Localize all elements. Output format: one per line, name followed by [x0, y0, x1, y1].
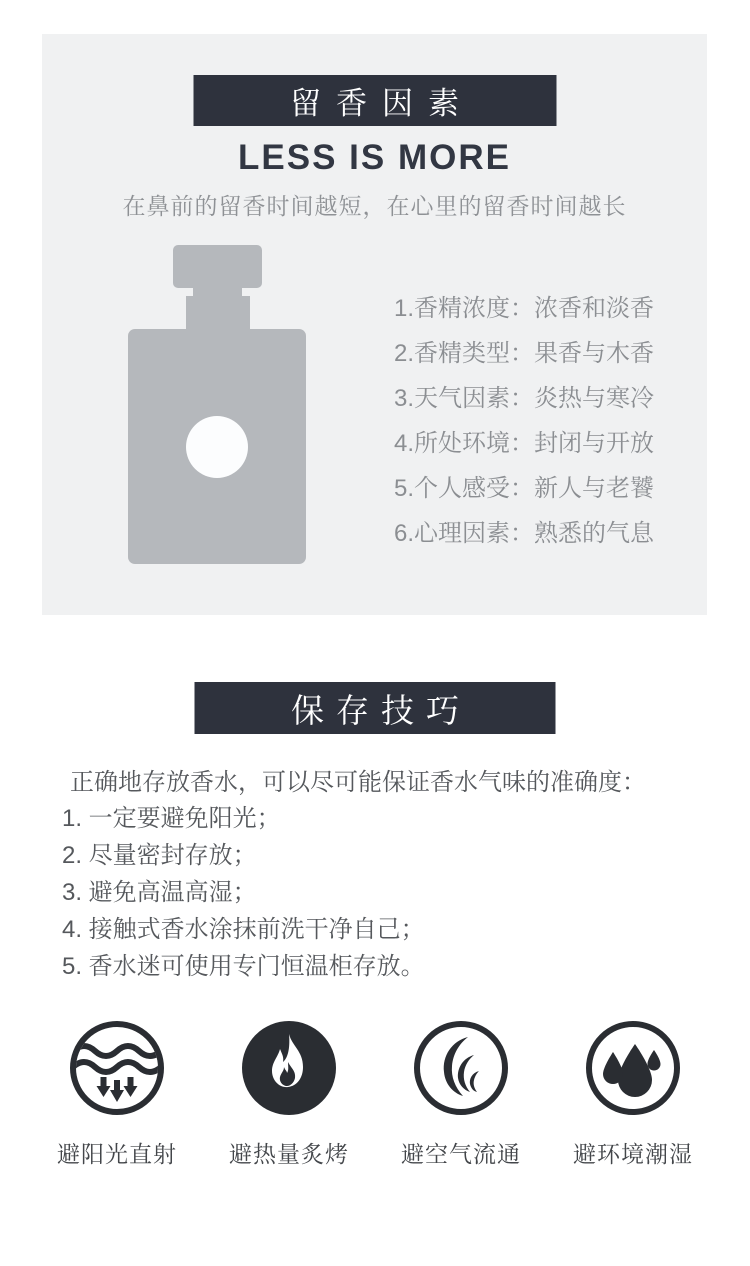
less-is-more-title: LESS IS MORE	[238, 138, 511, 177]
factor-item: 5.个人感受：新人与老饕	[394, 475, 655, 502]
avoid-airflow-icon	[411, 1018, 511, 1118]
caution-label: 避空气流通	[401, 1141, 521, 1167]
section-header-fragrance	[193, 75, 556, 126]
bottle-cap	[173, 245, 262, 288]
bottle-label-circle	[186, 416, 248, 478]
bottle-neck	[186, 296, 250, 330]
fragrance-subtitle: 在鼻前的留香时间越短，在心里的留香时间越长	[122, 193, 627, 219]
tip-item: 1. 一定要避免阳光；	[62, 805, 281, 832]
tip-item: 4. 接触式香水涂抹前洗干净自己；	[62, 916, 425, 943]
avoid-moisture-icon	[583, 1018, 683, 1118]
factor-item: 6.心理因素：熟悉的气息	[394, 520, 655, 547]
factor-item: 4.所处环境：封闭与开放	[394, 430, 655, 457]
caution-avoid-airflow	[402, 1018, 520, 1169]
storage-caution-icons	[58, 1018, 692, 1169]
caution-avoid-sunlight	[58, 1018, 176, 1169]
factor-item: 3.天气因素：炎热与寒冷	[394, 385, 655, 412]
section-header-storage-text: 保存技巧	[291, 691, 471, 729]
factor-item: 1.香精浓度：浓香和淡香	[394, 295, 655, 322]
avoid-sunlight-icon	[67, 1018, 167, 1118]
storage-intro: 正确地存放香水，可以尽可能保证香水气味的准确度：	[70, 769, 646, 796]
caution-label: 避阳光直射	[57, 1141, 177, 1167]
caution-avoid-moisture	[574, 1018, 692, 1169]
caution-label: 避热量炙烤	[229, 1141, 349, 1167]
section-header-fragrance-text: 留香因素	[290, 86, 474, 121]
caution-avoid-heat	[230, 1018, 348, 1169]
fragrance-factors-panel	[42, 34, 707, 615]
fragrance-factor-list	[394, 286, 654, 556]
avoid-heat-flame-icon	[239, 1018, 339, 1118]
caution-label: 避环境潮湿	[573, 1141, 693, 1167]
storage-tip-list	[62, 800, 425, 985]
section-header-storage	[195, 682, 556, 734]
factor-item: 2.香精类型：果香与木香	[394, 340, 655, 367]
tip-item: 3. 避免高温高湿；	[62, 879, 257, 906]
tip-item: 5. 香水迷可使用专门恒温柜存放。	[62, 953, 425, 980]
tip-item: 2. 尽量密封存放；	[62, 842, 257, 869]
